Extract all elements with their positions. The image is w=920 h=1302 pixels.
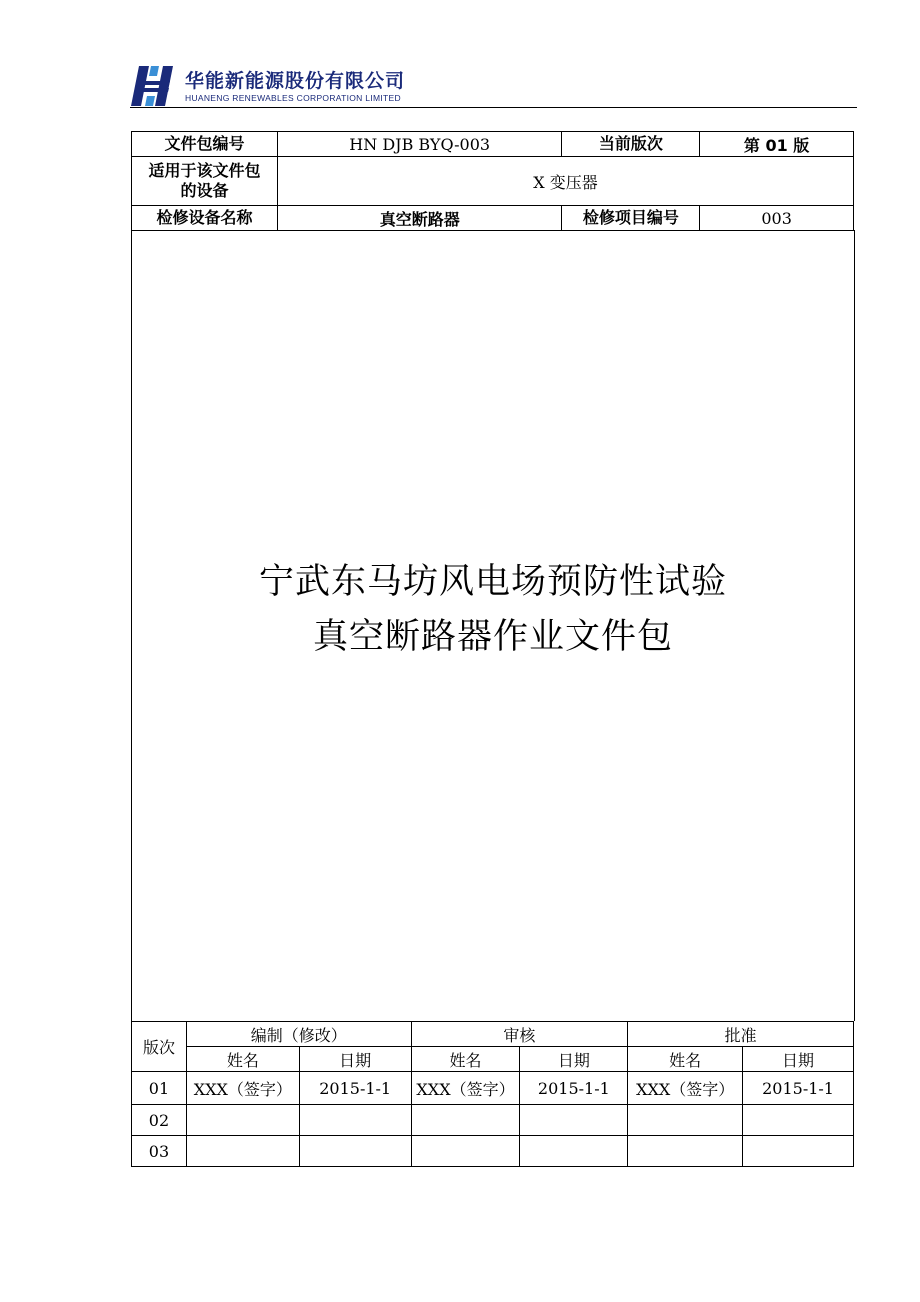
row-review-date xyxy=(520,1105,628,1136)
cover-body xyxy=(131,230,855,1021)
revision-subheader-row xyxy=(132,1047,854,1072)
row-review-date xyxy=(520,1136,628,1167)
company-name-en: HUANENG RENEWABLES CORPORATION LIMITED xyxy=(185,93,401,103)
row-review-name xyxy=(411,1105,520,1136)
approve-name-header: 姓名 xyxy=(628,1047,743,1072)
document-info-table xyxy=(131,131,854,231)
row-version: 03 xyxy=(132,1136,187,1167)
row-review-date: 2015-1-1 xyxy=(520,1072,628,1105)
info-row-package xyxy=(132,132,854,157)
item-no-value: 003 xyxy=(700,206,854,231)
compile-date-header: 日期 xyxy=(299,1047,411,1072)
row-approve-date xyxy=(743,1105,854,1136)
row-compile-name: XXX（签字） xyxy=(186,1072,299,1105)
row-review-name xyxy=(411,1136,520,1167)
compile-header: 编制（修改） xyxy=(186,1022,411,1047)
row-approve-name xyxy=(628,1136,743,1167)
review-header: 审核 xyxy=(411,1022,628,1047)
row-version: 01 xyxy=(132,1072,187,1105)
approve-header: 批准 xyxy=(628,1022,854,1047)
row-compile-date xyxy=(299,1136,411,1167)
row-compile-name xyxy=(186,1136,299,1167)
page-header xyxy=(130,62,857,110)
table-row xyxy=(132,1105,854,1136)
row-compile-name xyxy=(186,1105,299,1136)
row-version: 02 xyxy=(132,1105,187,1136)
row-approve-date: 2015-1-1 xyxy=(743,1072,854,1105)
package-no-label: 文件包编号 xyxy=(132,132,278,157)
device-name-value: 真空断路器 xyxy=(277,206,562,231)
info-row-equipment xyxy=(132,157,854,206)
compile-name-header: 姓名 xyxy=(186,1047,299,1072)
row-approve-date xyxy=(743,1136,854,1167)
version-value: 第 01 版 xyxy=(700,132,854,157)
revision-table xyxy=(131,1021,854,1167)
row-approve-name: XXX（签字） xyxy=(628,1072,743,1105)
info-row-device xyxy=(132,206,854,231)
review-date-header: 日期 xyxy=(520,1047,628,1072)
equipment-label xyxy=(132,157,278,206)
review-name-header: 姓名 xyxy=(411,1047,520,1072)
approve-date-header: 日期 xyxy=(743,1047,854,1072)
equipment-value: X 变压器 xyxy=(277,157,853,206)
header-divider xyxy=(130,107,857,108)
cover-title-line2: 真空断路器作业文件包 xyxy=(312,617,673,657)
huaneng-logo-icon xyxy=(130,64,178,108)
version-header: 版次 xyxy=(132,1022,187,1072)
revision-header-row xyxy=(132,1022,854,1047)
device-name-label: 检修设备名称 xyxy=(132,206,278,231)
row-compile-date xyxy=(299,1105,411,1136)
package-no-value: HN DJB BYQ-003 xyxy=(277,132,562,157)
company-name-cn: 华能新能源股份有限公司 xyxy=(185,70,406,92)
row-compile-date: 2015-1-1 xyxy=(299,1072,411,1105)
item-no-label: 检修项目编号 xyxy=(562,206,700,231)
row-approve-name xyxy=(628,1105,743,1136)
table-row xyxy=(132,1072,854,1105)
table-row xyxy=(132,1136,854,1167)
row-review-name: XXX（签字） xyxy=(411,1072,520,1105)
version-label: 当前版次 xyxy=(562,132,700,157)
equipment-label-text: 适用于该文件包的设备 xyxy=(148,161,261,200)
cover-title-line1: 宁武东马坊风电场预防性试验 xyxy=(258,562,727,602)
